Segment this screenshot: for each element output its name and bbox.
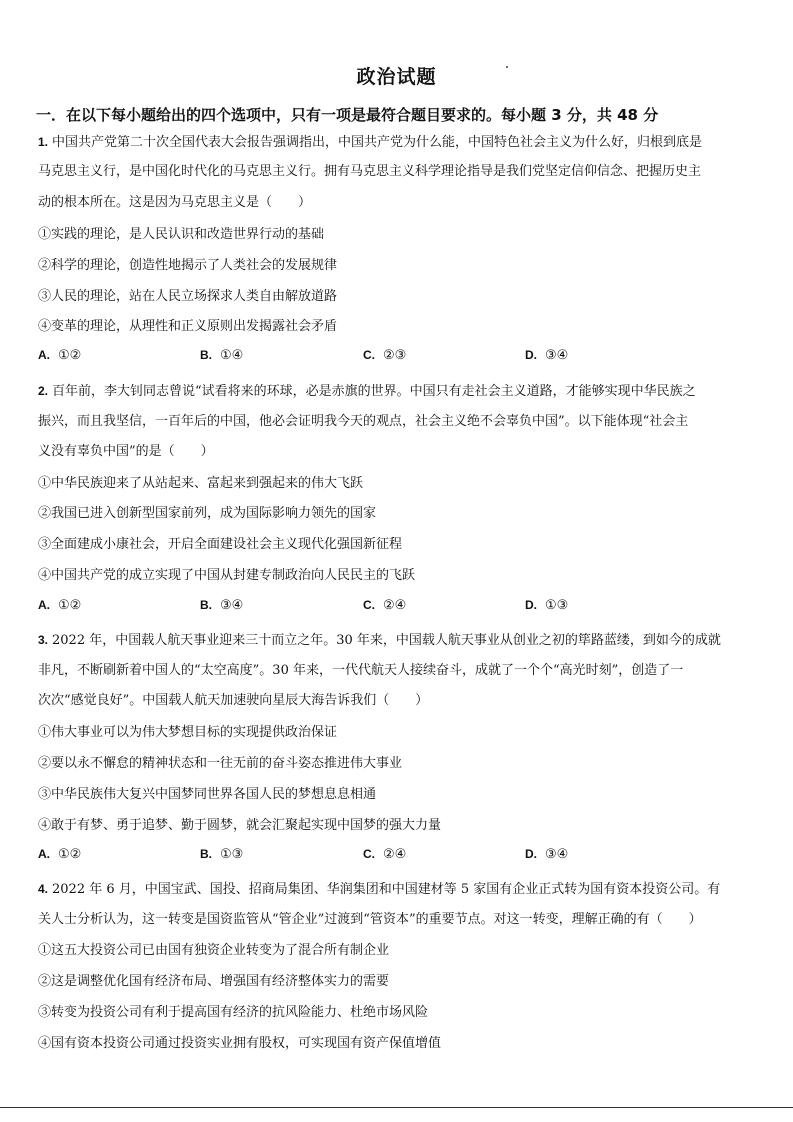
page-title: 政治试题 — [356, 66, 437, 88]
question-1-option-c: C. ②③ — [363, 348, 407, 363]
question-2-stem-line-3: 义没有辜负中国”的是（ ） — [38, 444, 214, 459]
question-3-option-c: C. ②④ — [363, 847, 407, 862]
question-3-stem-line-2: 非凡，不断刷新着中国人的“太空高度”。30 年来，一代代航天人接续奋斗，成就了一个个“高光时刻”，创造了一 — [38, 663, 684, 678]
question-3-statement-3: ③中华民族伟大复兴中国梦同世界各国人民的梦想息息相通 — [38, 787, 377, 802]
stray-dot — [506, 66, 508, 68]
question-3-number: 3. — [38, 633, 49, 647]
question-1-option-d: D. ③④ — [525, 348, 569, 363]
question-2-number: 2. — [38, 384, 49, 398]
question-1-statement-2: ②科学的理论，创造性地揭示了人类社会的发展规律 — [38, 258, 338, 273]
question-1-statement-3: ③人民的理论，站在人民立场探求人类自由解放道路 — [38, 289, 338, 304]
question-3-option-d: D. ③④ — [525, 847, 569, 862]
question-1-stem-line-1: 1. 中国共产党第二十次全国代表大会报告强调指出，中国共产党为什么能，中国特色社会主义为什么好，归根到底是 — [38, 135, 703, 150]
question-4-stem-line-2: 关人士分析认为，这一转变是国资监管从“管企业”过渡到“管资本”的重要节点。对这一转变，理解正确的有（ ） — [38, 912, 702, 927]
question-2-option-a: A. ①② — [38, 598, 82, 613]
question-4-stem-line-1: 4. 2022 年 6 月，中国宝武、国投、招商局集团、华润集团和中国建材等 5 家国有企业正式转为国有资本投资公司。有 — [38, 882, 721, 897]
question-2-statement-3: ③全面建成小康社会，开启全面建设社会主义现代化强国新征程 — [38, 537, 403, 552]
question-2-statement-2: ②我国已进入创新型国家前列，成为国际影响力领先的国家 — [38, 506, 377, 521]
question-3-statement-4: ④敢于有梦、勇于追梦、勤于圆梦，就会汇聚起实现中国梦的强大力量 — [38, 818, 442, 833]
question-3-option-a: A. ①② — [38, 847, 82, 862]
question-2-option-b: B. ③④ — [200, 598, 244, 613]
question-1-statement-1: ①实践的理论，是人民认识和改造世界行动的基础 — [38, 227, 325, 242]
question-2-statement-1: ①中华民族迎来了从站起来、富起来到强起来的伟大飞跃 — [38, 476, 364, 491]
question-1-stem-line-2: 马克思主义行，是中国化时代化的马克思主义行。拥有马克思主义科学理论指导是我们党坚定信仰信念、把握历史主 — [38, 164, 702, 179]
question-2-statement-4: ④中国共产党的成立实现了中国从封建专制政治向人民民主的飞跃 — [38, 568, 416, 583]
question-3-statement-1: ①伟大事业可以为伟大梦想目标的实现提供政治保证 — [38, 725, 338, 740]
question-2-stem-line-1: 2. 百年前，李大钊同志曾说“试看将来的环球，必是赤旗的世界。中国只有走社会主义道路，才能够实现中华民族之 — [38, 384, 696, 399]
question-4-statement-1: ①这五大投资公司已由国有独资企业转变为了混合所有制企业 — [38, 943, 390, 958]
section-heading: 一．在以下每小题给出的四个选项中，只有一项是最符合题目要求的。每小题 3 分，共 48 分 — [36, 106, 659, 124]
question-3-stem-line-3: 次次“感觉良好”。中国载人航天加速驶向星辰大海告诉我们（ ） — [38, 693, 429, 708]
question-2-stem-line-2: 振兴，而且我坚信，一百年后的中国，他必会证明我今天的观点，社会主义绝不会辜负中国”。以下能体现“社会主 — [38, 414, 689, 429]
page-bottom-divider — [0, 1107, 793, 1108]
question-1-stem-line-3: 动的根本所在。这是因为马克思主义是（ ） — [38, 195, 312, 210]
question-1-options — [38, 348, 758, 364]
question-3-stem-line-1: 3. 2022 年，中国载人航天事业迎来三十而立之年。30 年来，中国载人航天事业从创业之初的筚路蓝缕，到如今的成就 — [38, 633, 721, 648]
question-2-options — [38, 598, 758, 614]
question-1-option-a: A. ①② — [38, 348, 82, 363]
question-2-option-c: C. ②④ — [363, 598, 407, 613]
question-3-statement-2: ②要以永不懈怠的精神状态和一往无前的奋斗姿态推进伟大事业 — [38, 756, 403, 771]
question-4-number: 4. — [38, 882, 49, 896]
question-4-statement-4: ④国有资本投资公司通过投资实业拥有股权，可实现国有资产保值增值 — [38, 1036, 442, 1051]
question-1-option-b: B. ①④ — [200, 348, 244, 363]
question-3-options — [38, 847, 758, 863]
question-1-number: 1. — [38, 135, 49, 149]
question-4-statement-2: ②这是调整优化国有经济布局、增强国有经济整体实力的需要 — [38, 974, 390, 989]
question-4-statement-3: ③转变为投资公司有利于提高国有经济的抗风险能力、杜绝市场风险 — [38, 1005, 429, 1020]
question-3-option-b: B. ①③ — [200, 847, 244, 862]
question-1-statement-4: ④变革的理论，从理性和正义原则出发揭露社会矛盾 — [38, 319, 338, 334]
question-2-option-d: D. ①③ — [525, 598, 569, 613]
